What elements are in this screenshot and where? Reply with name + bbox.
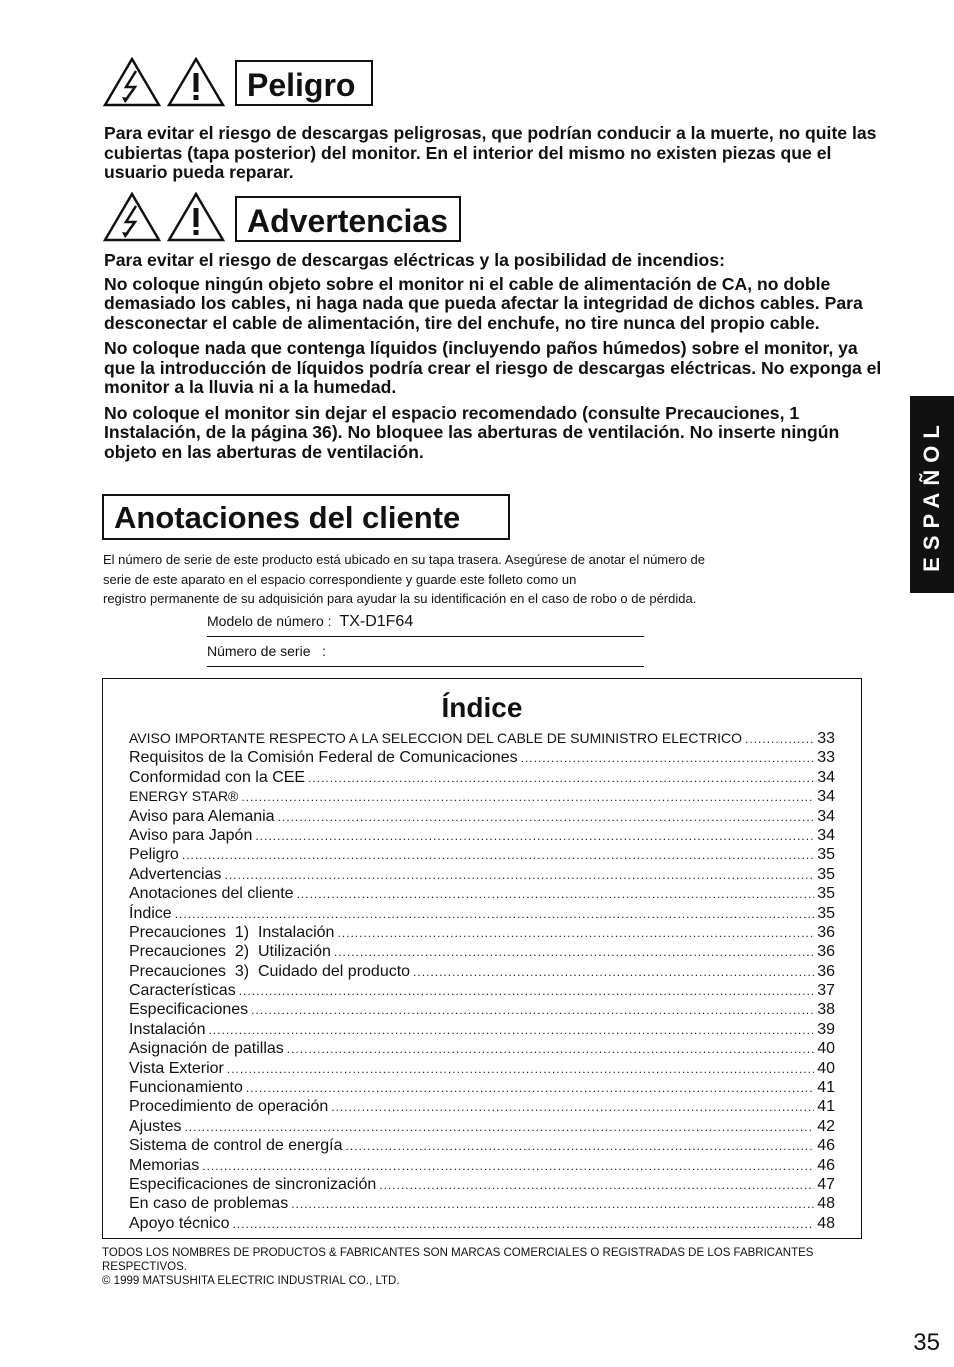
peligro-paragraph: Para evitar el riesgo de descargas peligrosas, que podrían conducir a la muerte, no quite las cubiertas (tapa posterior) del monitor. En el interior del mismo no existen piezas que el usuario pueda reparar. xyxy=(104,123,877,182)
toc-entry-label: Especificaciones xyxy=(129,1001,249,1019)
toc-entry-page: 48 xyxy=(817,1214,835,1232)
toc-entry-page: 34 xyxy=(817,768,835,786)
copyright-notice: © 1999 MATSUSHITA ELECTRIC INDUSTRIAL CO., LTD. xyxy=(102,1275,400,1287)
toc-dot-leader xyxy=(331,1098,814,1117)
model-number-field xyxy=(207,613,644,637)
toc-entry-label: Memorias xyxy=(129,1156,200,1174)
model-number-value: TX-D1F64 xyxy=(339,613,414,630)
toc-entry xyxy=(129,1156,835,1175)
toc-entry-page: 37 xyxy=(817,982,835,1000)
toc-entry-label: Instalación xyxy=(129,1020,206,1038)
toc-entry-label: Sistema de control de energía xyxy=(129,1137,343,1155)
toc-entry-page: 36 xyxy=(817,943,835,961)
toc-entry-page: 36 xyxy=(817,962,835,980)
toc-dot-leader xyxy=(379,1176,814,1195)
advertencias-paragraph: No coloque ningún objeto sobre el monitor ni el cable de alimentación de CA, no doble demasiado los cables, ni haga nada que pueda afectar la integridad de dichos cables. Para desconectar el cable de alimentación, tire del enchufe, no tire nunca del propio cable. xyxy=(104,273,863,333)
anotaciones-title: Anotaciones del cliente xyxy=(102,494,510,540)
model-number-label: Modelo de número : xyxy=(207,613,332,629)
advertencias-paragraph: No coloque el monitor sin dejar el espacio recomendado (consulte Precauciones, 1 Instalación, de la página 36). No bloquee las aberturas de ventilación. No inserte ningún objeto en las aberturas de ventilación. xyxy=(104,402,840,462)
peligro-text xyxy=(104,124,884,183)
language-side-tab-label: ESPAÑOL xyxy=(919,417,944,572)
toc-entry-page: 40 xyxy=(817,1040,835,1058)
toc-entry xyxy=(129,1194,835,1213)
toc-entry-label: Índice xyxy=(129,904,172,922)
toc-dot-leader xyxy=(291,1195,814,1214)
toc-entry xyxy=(129,1020,835,1039)
toc-dot-leader xyxy=(227,1060,814,1079)
toc-entry-page: 33 xyxy=(817,730,835,747)
toc-entry-label: En caso de problemas xyxy=(129,1195,289,1213)
toc-entry-label: Advertencias xyxy=(129,865,222,883)
toc-entry xyxy=(129,787,835,806)
advertencias-paragraph: Para evitar el riesgo de descargas eléctricas y la posibilidad de incendios: xyxy=(104,250,725,270)
toc-entry-label: Vista Exterior xyxy=(129,1059,224,1077)
anotaciones-text xyxy=(103,550,883,609)
toc-entry-label: ENERGY STAR® xyxy=(129,788,239,805)
toc-dot-leader xyxy=(202,1157,814,1176)
toc-entry-page: 46 xyxy=(817,1137,835,1155)
toc-dot-leader xyxy=(297,885,815,904)
toc-entry-label: Características xyxy=(129,982,236,1000)
toc-entry xyxy=(129,1059,835,1078)
toc-entry-label: Precauciones 1) Instalación xyxy=(129,923,335,941)
toc-dot-leader xyxy=(241,788,814,807)
toc-entry xyxy=(129,1078,835,1097)
toc-entry-page: 35 xyxy=(817,846,835,864)
toc-entry-label: Asignación de patillas xyxy=(129,1040,284,1058)
toc-entry-page: 33 xyxy=(817,749,835,767)
toc-entry xyxy=(129,729,835,748)
toc-entry xyxy=(129,807,835,826)
toc-entry-page: 34 xyxy=(817,788,835,806)
table-of-contents xyxy=(129,729,835,1233)
toc-entry xyxy=(129,865,835,884)
toc-dot-leader xyxy=(521,749,815,768)
toc-entry xyxy=(129,1136,835,1155)
toc-dot-leader xyxy=(239,982,815,1001)
toc-entry-page: 36 xyxy=(817,923,835,941)
page-number: 35 xyxy=(913,1329,940,1356)
toc-entry-label: Precauciones 2) Utilización xyxy=(129,943,331,961)
advertencias-paragraph: No coloque nada que contenga líquidos (incluyendo paños húmedos) sobre el monitor, ya que la introducción de líquidos podría crear el riesgo de descargas eléctricas. No exponga el monitor a la lluvia ni a la humedad. xyxy=(104,338,882,397)
toc-entry-page: 35 xyxy=(817,904,835,922)
toc-entry-page: 35 xyxy=(817,865,835,883)
advertencias-title: Advertencias xyxy=(235,196,461,242)
toc-entry-page: 41 xyxy=(817,1098,835,1116)
toc-entry-label: Apoyo técnico xyxy=(129,1214,230,1232)
toc-entry xyxy=(129,768,835,787)
caution-exclamation-icon xyxy=(167,192,225,242)
toc-entry xyxy=(129,748,835,767)
trademark-notice: TODOS LOS NOMBRES DE PRODUCTOS & FABRICANTES SON MARCAS COMERCIALES O REGISTRADAS DE LOS FABRICANTES RESPECTIVOS. xyxy=(102,1247,814,1273)
toc-dot-leader xyxy=(287,1040,814,1059)
toc-entry xyxy=(129,942,835,961)
toc-entry xyxy=(129,904,835,923)
toc-entry-label: Requisitos de la Comisión Federal de Comunicaciones xyxy=(129,749,518,767)
toc-dot-leader xyxy=(184,1118,814,1137)
peligro-title: Peligro xyxy=(235,60,373,106)
toc-entry-label: Aviso para Japón xyxy=(129,826,253,844)
toc-entry xyxy=(129,826,835,845)
toc-dot-leader xyxy=(255,827,814,846)
toc-entry-page: 39 xyxy=(817,1020,835,1038)
toc-entry-label: Anotaciones del cliente xyxy=(129,885,294,903)
toc-entry xyxy=(129,981,835,1000)
toc-dot-leader xyxy=(337,924,814,943)
toc-entry xyxy=(129,1000,835,1019)
toc-entry-page: 42 xyxy=(817,1117,835,1135)
toc-dot-leader xyxy=(745,730,814,749)
toc-dot-leader xyxy=(251,1001,814,1020)
language-side-tab xyxy=(910,396,954,593)
toc-entry-label: Ajustes xyxy=(129,1117,182,1135)
toc-entry-label: Procedimiento de operación xyxy=(129,1098,329,1116)
footer-note xyxy=(102,1246,862,1288)
advertencias-text xyxy=(104,251,884,462)
anotaciones-line: serie de este aparato en el espacio correspondiente y guarde este folleto como un xyxy=(103,571,577,587)
indice-title: Índice xyxy=(441,692,523,723)
electric-shock-warning-icon xyxy=(103,57,161,107)
toc-dot-leader xyxy=(182,846,814,865)
serial-number-field xyxy=(207,643,644,667)
toc-entry-page: 38 xyxy=(817,1001,835,1019)
toc-entry-page: 48 xyxy=(817,1195,835,1213)
anotaciones-line: registro permanente de su adquisición para ayudar la su identificación en el caso de robo o de pérdida. xyxy=(103,591,697,606)
toc-entry-label: Precauciones 3) Cuidado del producto xyxy=(129,962,411,980)
toc-entry-label: Aviso para Alemania xyxy=(129,807,275,825)
toc-entry xyxy=(129,845,835,864)
toc-entry xyxy=(129,1175,835,1194)
toc-dot-leader xyxy=(233,1215,815,1234)
toc-dot-leader xyxy=(345,1137,814,1156)
toc-entry-page: 41 xyxy=(817,1079,835,1097)
toc-entry-page: 40 xyxy=(817,1059,835,1077)
toc-entry xyxy=(129,884,835,903)
toc-entry-page: 47 xyxy=(817,1175,835,1193)
toc-dot-leader xyxy=(246,1079,814,1098)
toc-dot-leader xyxy=(175,905,815,924)
toc-dot-leader xyxy=(209,1021,815,1040)
toc-dot-leader xyxy=(278,808,815,827)
toc-entry-label: Conformidad con la CEE xyxy=(129,768,306,786)
toc-entry-page: 34 xyxy=(817,826,835,844)
electric-shock-warning-icon xyxy=(103,192,161,242)
toc-entry xyxy=(129,1097,835,1116)
toc-entry-label: AVISO IMPORTANTE RESPECTO A LA SELECCION DEL CABLE DE SUMINISTRO ELECTRICO xyxy=(129,730,743,746)
anotaciones-line: El número de serie de este producto está ubicado en su tapa trasera. Asegúrese de anotar el número de xyxy=(103,552,705,567)
toc-entry-label: Peligro xyxy=(129,846,179,864)
toc-entry-page: 35 xyxy=(817,885,835,903)
toc-entry xyxy=(129,1117,835,1136)
toc-entry-label: Funcionamiento xyxy=(129,1079,243,1097)
toc-entry-page: 34 xyxy=(817,807,835,825)
toc-dot-leader xyxy=(334,943,814,962)
toc-entry xyxy=(129,923,835,942)
toc-entry xyxy=(129,962,835,981)
caution-exclamation-icon xyxy=(167,57,225,107)
toc-entry-label: Especificaciones de sincronización xyxy=(129,1175,377,1193)
toc-dot-leader xyxy=(308,769,814,788)
toc-dot-leader xyxy=(413,963,814,982)
toc-entry xyxy=(129,1214,835,1233)
toc-entry xyxy=(129,1039,835,1058)
indice-box xyxy=(102,678,862,1239)
toc-dot-leader xyxy=(225,866,815,885)
serial-number-label: Número de serie : xyxy=(207,643,327,659)
toc-entry-page: 46 xyxy=(817,1156,835,1174)
